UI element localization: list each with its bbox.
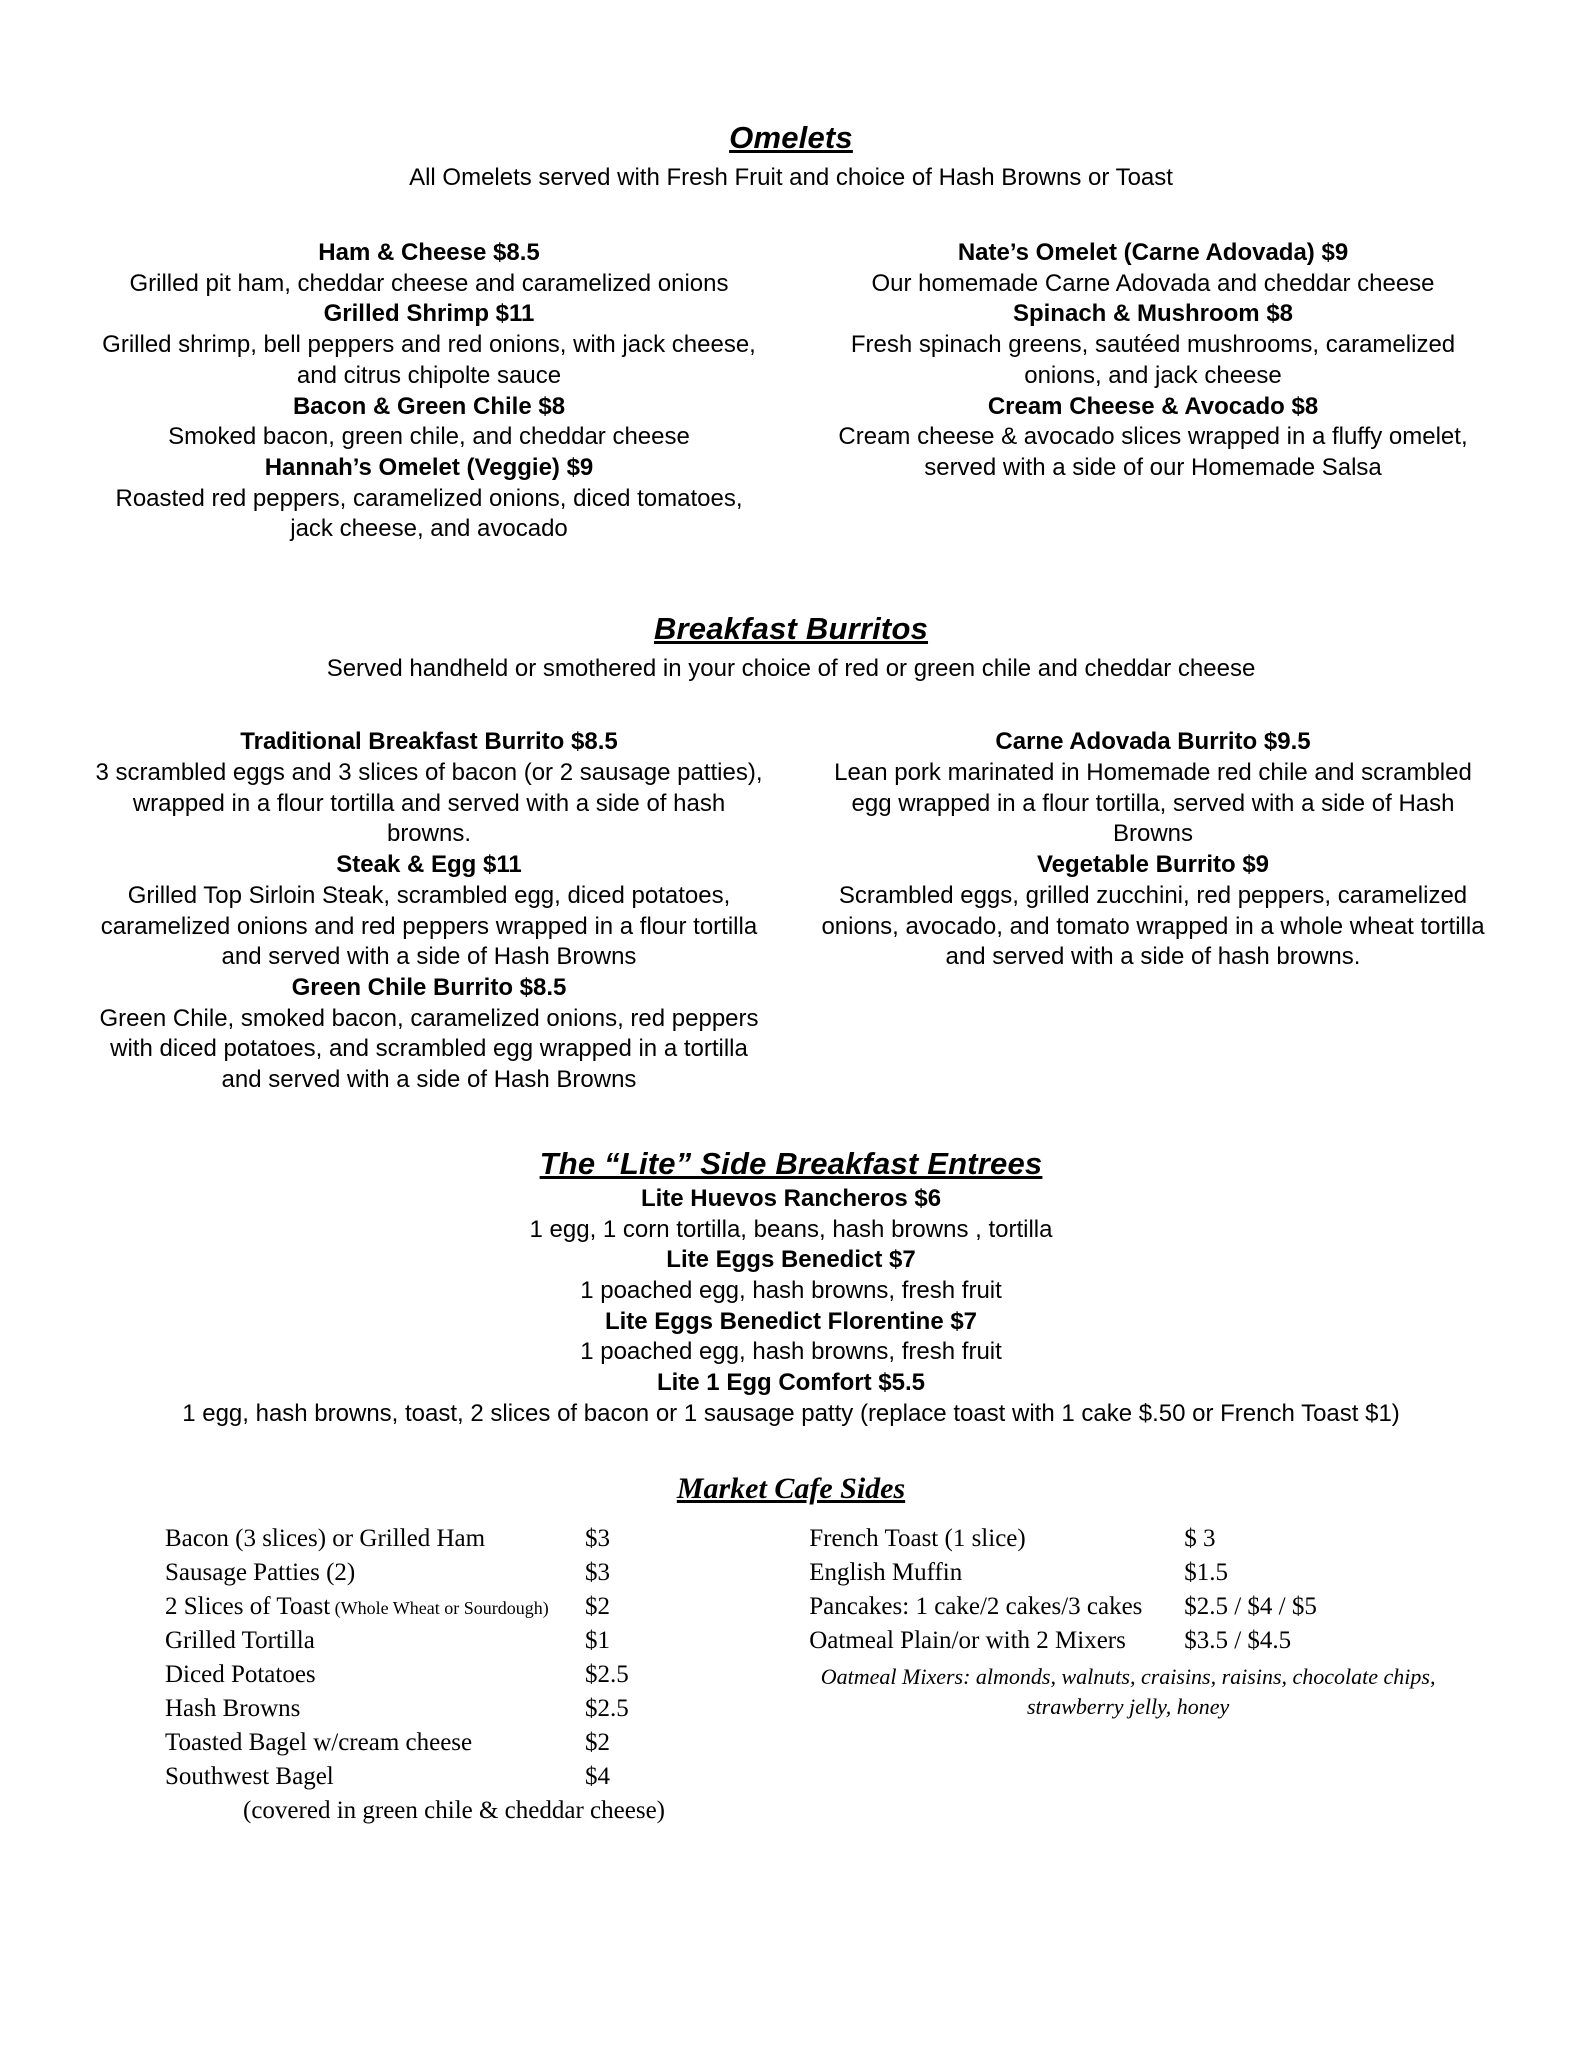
item-name: Spinach & Mushroom $8: [1012, 300, 1294, 328]
side-label-note: (Whole Wheat or Sourdough): [330, 1597, 549, 1618]
item-description: Cream cheese & avocado slices wrapped in a fluffy omelet, served with a side of our Homemade Salsa: [838, 423, 1468, 482]
item-name: Lite Eggs Benedict $7: [666, 1246, 916, 1274]
side-label-main: 2 Slices of Toast: [165, 1592, 331, 1620]
item-description: 3 scrambled eggs and 3 slices of bacon (or 2 sausage patties), wrapped in a flour tortilla and served with a side of hash browns.: [95, 758, 763, 848]
item-description: 1 poached egg, hash browns, fresh fruit: [580, 1338, 1002, 1366]
side-label: English Muffin: [809, 1558, 963, 1586]
sides-columns: [95, 1522, 1487, 1828]
item-name: Lite Eggs Benedict Florentine $7: [604, 1307, 978, 1335]
sides-right-column: [749, 1522, 1487, 1828]
item-description: Grilled shrimp, bell peppers and red onions, with jack cheese, and citrus chipolte sauce: [102, 331, 756, 389]
side-row: [809, 1590, 1487, 1624]
item-name: Bacon & Green Chile $8: [292, 392, 566, 420]
menu-item: [95, 1307, 1487, 1368]
menu-item: [95, 973, 763, 1096]
side-price: $2: [585, 1592, 610, 1620]
side-price: $3: [585, 1524, 610, 1552]
burritos-title: Breakfast Burritos: [653, 611, 929, 647]
burritos-subtitle: Served handheld or smothered in your choice of red or green chile and cheddar cheese: [326, 655, 1256, 683]
side-price: $2.5 / $4 / $5: [1184, 1592, 1317, 1620]
menu-item: [95, 1245, 1487, 1306]
item-name: Green Chile Burrito $8.5: [291, 973, 567, 1001]
side-price: $3: [585, 1558, 610, 1586]
sides-left-note: (covered in green chile & cheddar cheese): [243, 1796, 665, 1824]
menu-item: [95, 299, 763, 391]
item-description: Lean pork marinated in Homemade red chile and scrambled egg wrapped in a flour tortilla, served with a side of Hash Browns: [834, 758, 1472, 848]
sides-left-column: [95, 1522, 749, 1828]
side-price: $2: [585, 1728, 610, 1756]
side-label: Sausage Patties (2): [165, 1558, 356, 1586]
side-label: Bacon (3 slices) or Grilled Ham: [165, 1524, 486, 1552]
item-description: Green Chile, smoked bacon, caramelized onions, red peppers with diced potatoes, and scrambled egg wrapped in a tortilla and served with a side of Hash Browns: [99, 1004, 759, 1094]
side-label: Toasted Bagel w/cream cheese: [165, 1728, 473, 1756]
item-description: 1 egg, 1 corn tortilla, beans, hash browns , tortilla: [529, 1215, 1053, 1243]
side-price: $1.5: [1184, 1558, 1228, 1586]
menu-item: [95, 727, 763, 850]
side-label: Oatmeal Plain/or with 2 Mixers: [809, 1626, 1126, 1654]
item-description: Fresh spinach greens, sautéed mushrooms, caramelized onions, and jack cheese: [850, 331, 1456, 389]
side-row: [165, 1624, 749, 1658]
side-price: $4: [585, 1762, 610, 1790]
omelets-columns: [95, 238, 1487, 545]
burritos-left-column: [95, 727, 791, 1096]
side-label: Grilled Tortilla: [165, 1626, 315, 1654]
omelets-right-column: [791, 238, 1487, 545]
side-label: Hash Browns: [165, 1694, 301, 1722]
section-lite-side: [95, 1146, 1487, 1430]
item-description: Grilled Top Sirloin Steak, scrambled egg, diced potatoes, caramelized onions and red peppers wrapped in a flour tortilla and served with a side of Hash Browns: [100, 881, 758, 971]
omelets-left-column: [95, 238, 791, 545]
item-name: Ham & Cheese $8.5: [318, 239, 540, 266]
side-label: Diced Potatoes: [165, 1660, 316, 1688]
item-name: Traditional Breakfast Burrito $8.5: [240, 728, 618, 756]
item-name: Cream Cheese & Avocado $8: [987, 392, 1319, 420]
menu-item: [95, 453, 763, 545]
side-row: [165, 1760, 749, 1794]
item-description: Roasted red peppers, caramelized onions, diced tomatoes, jack cheese, and avocado: [115, 484, 743, 543]
side-row: [165, 1726, 749, 1760]
menu-item: [95, 238, 763, 299]
item-description: 1 egg, hash browns, toast, 2 slices of bacon or 1 sausage patty (replace toast with 1 cake $.50 or French Toast $1): [182, 1399, 1400, 1427]
lite-title: The “Lite” Side Breakfast Entrees: [539, 1145, 1043, 1181]
lite-items: [95, 1184, 1487, 1430]
item-description: Grilled pit ham, cheddar cheese and caramelized onions: [129, 269, 729, 297]
menu-item: [819, 850, 1487, 973]
item-name: Steak & Egg $11: [336, 851, 522, 879]
side-row: [165, 1522, 749, 1556]
side-price: $3.5 / $4.5: [1184, 1626, 1292, 1654]
item-name: Grilled Shrimp $11: [323, 300, 535, 328]
side-row: [165, 1556, 749, 1590]
side-label: [165, 1590, 585, 1624]
menu-item: [95, 850, 763, 973]
item-name: Hannah’s Omelet (Veggie) $9: [264, 454, 594, 482]
item-description: 1 poached egg, hash browns, fresh fruit: [580, 1276, 1002, 1304]
burritos-right-column: [791, 727, 1487, 1096]
menu-item: [95, 392, 763, 453]
item-name: Lite 1 Egg Comfort $5.5: [656, 1369, 926, 1397]
section-omelets: [95, 120, 1487, 545]
side-row: [809, 1624, 1487, 1658]
side-label: Pancakes: 1 cake/2 cakes/3 cakes: [809, 1592, 1143, 1620]
item-description: Smoked bacon, green chile, and cheddar cheese: [168, 423, 690, 451]
side-price: $1: [585, 1626, 610, 1654]
side-price: $2.5: [585, 1660, 629, 1688]
menu-item: [95, 1184, 1487, 1245]
menu-item: [819, 727, 1487, 850]
side-label: Southwest Bagel: [165, 1762, 334, 1790]
item-description: Our homemade Carne Adovada and cheddar cheese: [871, 269, 1435, 297]
menu-item: [95, 1368, 1487, 1429]
item-description: Scrambled eggs, grilled zucchini, red peppers, caramelized onions, avocado, and tomato wrapped in a whole wheat tortilla and served with a side of hash browns.: [821, 881, 1485, 971]
section-market-cafe-sides: [95, 1472, 1487, 1828]
section-breakfast-burritos: [95, 611, 1487, 1096]
menu-item: [819, 238, 1487, 299]
side-price: $2.5: [585, 1694, 629, 1722]
omelets-subtitle: All Omelets served with Fresh Fruit and choice of Hash Browns or Toast: [409, 164, 1173, 191]
side-row: [165, 1692, 749, 1726]
item-name: Vegetable Burrito $9: [1036, 851, 1270, 879]
menu-item: [819, 392, 1487, 484]
oatmeal-mixers-note: Oatmeal Mixers: almonds, walnuts, craisins, raisins, chocolate chips, strawberry jelly, honey: [820, 1663, 1436, 1720]
item-name: Lite Huevos Rancheros $6: [640, 1184, 942, 1212]
item-name: Nate’s Omelet (Carne Adovada) $9: [957, 239, 1349, 266]
side-price: $ 3: [1184, 1524, 1216, 1552]
omelets-title: Omelets: [729, 120, 853, 155]
side-label: French Toast (1 slice): [809, 1524, 1026, 1552]
side-row: [165, 1590, 749, 1624]
menu-item: [819, 299, 1487, 391]
side-row: [809, 1522, 1487, 1556]
burritos-columns: [95, 727, 1487, 1096]
side-row: [165, 1658, 749, 1692]
sides-title: Market Cafe Sides: [676, 1471, 906, 1505]
side-row: [809, 1556, 1487, 1590]
item-name: Carne Adovada Burrito $9.5: [995, 728, 1311, 756]
